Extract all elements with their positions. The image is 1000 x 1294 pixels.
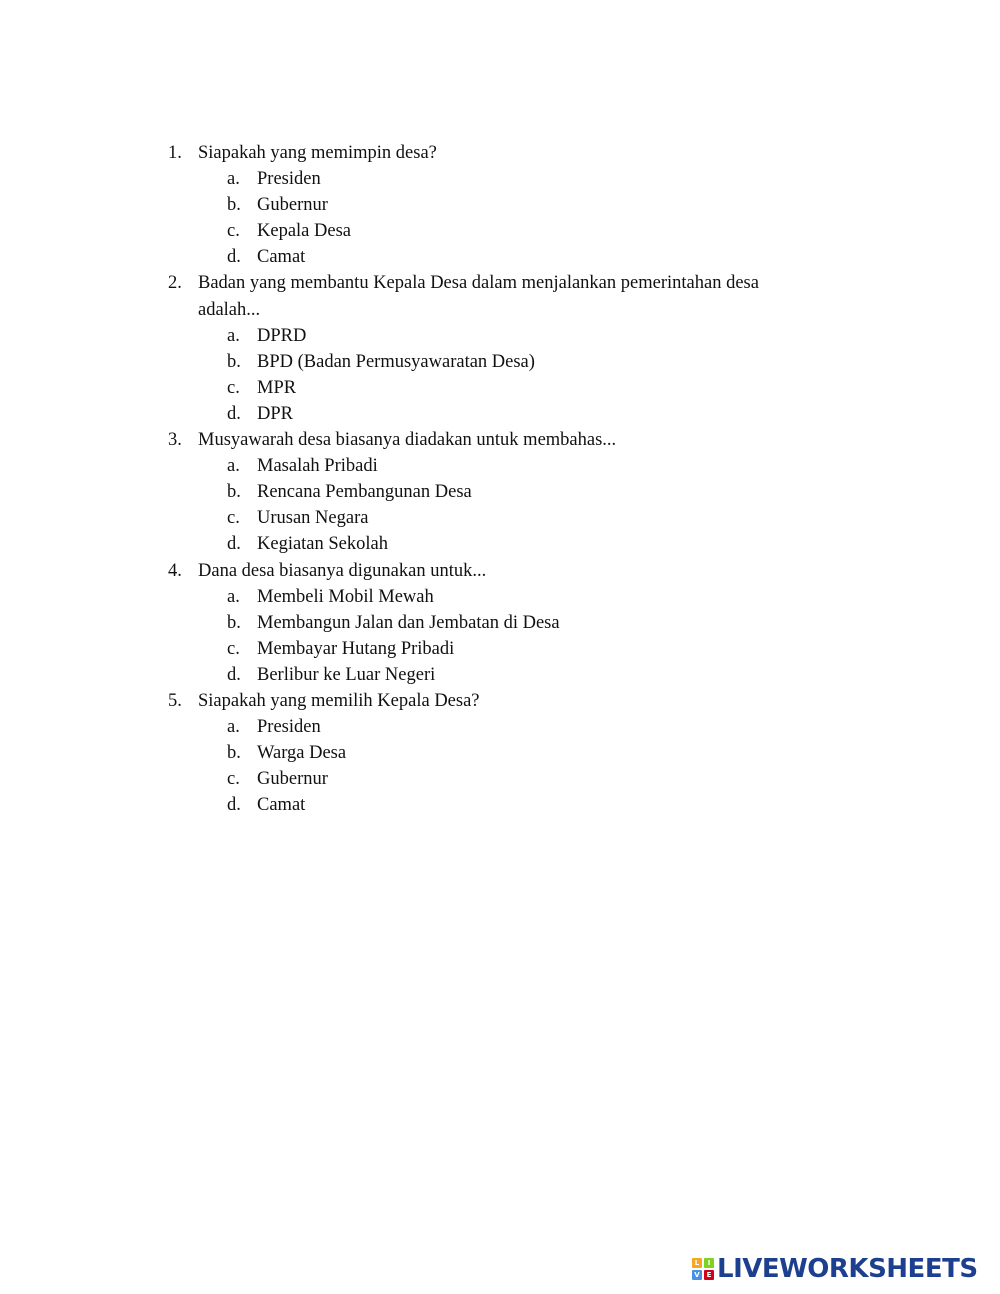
option-letter: a.: [227, 456, 240, 477]
option-letter: c.: [227, 638, 240, 659]
option-letter: a.: [227, 325, 240, 346]
option-list: [168, 453, 808, 557]
option-c: [168, 218, 808, 244]
option-letter: b.: [227, 195, 241, 216]
option-letter: a.: [227, 586, 240, 607]
option-text: Gubernur: [257, 769, 328, 790]
option-letter: c.: [227, 221, 240, 242]
option-list: [168, 714, 808, 818]
option-text: Camat: [257, 247, 306, 268]
option-letter: d.: [227, 795, 241, 816]
liveworksheets-logo: [692, 1255, 978, 1283]
logo-tile-i: I: [704, 1258, 714, 1268]
question-text: Musyawarah desa biasanya diadakan untuk membahas...: [198, 430, 617, 451]
logo-tile-v: V: [692, 1270, 702, 1280]
logo-tile-l: L: [692, 1258, 702, 1268]
question-text: Siapakah yang memimpin desa?: [198, 143, 437, 163]
option-letter: b.: [227, 351, 241, 372]
question-5: [168, 688, 808, 818]
logo-tile-e: E: [704, 1270, 714, 1280]
option-text: BPD (Badan Permusyawaratan Desa): [257, 351, 535, 372]
option-letter: d.: [227, 403, 241, 424]
option-text: Masalah Pribadi: [257, 456, 378, 477]
option-b: [168, 610, 808, 636]
option-text: Warga Desa: [257, 743, 347, 764]
option-a: [168, 166, 808, 192]
option-list: [168, 323, 808, 427]
option-a: [168, 584, 808, 610]
option-text: Rencana Pembangunan Desa: [257, 482, 472, 503]
option-letter: b.: [227, 482, 241, 503]
question-row: [168, 558, 808, 584]
question-number: 1.: [168, 143, 182, 163]
question-text: Badan yang membantu Kepala Desa dalam menjalankan pemerintahan desa adalah...: [198, 273, 759, 320]
option-c: [168, 375, 808, 401]
option-text: Urusan Negara: [257, 508, 369, 529]
option-b: [168, 740, 808, 766]
option-d: [168, 401, 808, 427]
option-letter: b.: [227, 612, 241, 633]
option-text: Camat: [257, 795, 306, 816]
option-text: DPRD: [257, 325, 307, 346]
option-text: MPR: [257, 377, 297, 398]
question-3: [168, 427, 808, 557]
option-letter: a.: [227, 717, 240, 738]
quiz-question-list: [168, 140, 808, 818]
question-row: [168, 688, 808, 714]
option-text: Kegiatan Sekolah: [257, 534, 388, 555]
option-a: [168, 714, 808, 740]
question-1: [168, 140, 808, 270]
option-d: [168, 531, 808, 557]
option-text: Membayar Hutang Pribadi: [257, 638, 455, 659]
option-letter: a.: [227, 169, 240, 190]
option-letter: b.: [227, 743, 241, 764]
option-d: [168, 244, 808, 270]
liveworksheets-logo-icon: [692, 1258, 714, 1280]
option-b: [168, 479, 808, 505]
question-text: Siapakah yang memilih Kepala Desa?: [198, 690, 480, 711]
option-c: [168, 505, 808, 531]
question-number: 3.: [168, 430, 182, 451]
option-c: [168, 636, 808, 662]
option-letter: d.: [227, 664, 241, 685]
question-row: [168, 270, 808, 322]
option-text: Presiden: [257, 169, 321, 190]
option-text: Berlibur ke Luar Negeri: [257, 664, 436, 685]
question-4: [168, 558, 808, 688]
option-text: Presiden: [257, 717, 321, 738]
option-c: [168, 766, 808, 792]
logo-wordmark: LIVEWORKSHEETS: [717, 1254, 978, 1284]
option-letter: c.: [227, 769, 240, 790]
question-number: 4.: [168, 560, 182, 581]
question-row: [168, 427, 808, 453]
option-list: [168, 166, 808, 270]
option-b: [168, 349, 808, 375]
option-d: [168, 662, 808, 688]
option-letter: d.: [227, 534, 241, 555]
option-letter: d.: [227, 247, 241, 268]
question-2: [168, 270, 808, 427]
option-text: Gubernur: [257, 195, 328, 216]
option-text: Membangun Jalan dan Jembatan di Desa: [257, 612, 560, 633]
option-list: [168, 584, 808, 688]
option-text: Kepala Desa: [257, 221, 351, 242]
question-text: Dana desa biasanya digunakan untuk...: [198, 560, 487, 581]
option-a: [168, 453, 808, 479]
option-letter: c.: [227, 377, 240, 398]
option-d: [168, 792, 808, 818]
option-text: Membeli Mobil Mewah: [257, 586, 434, 607]
option-text: DPR: [257, 403, 293, 424]
question-number: 5.: [168, 690, 182, 711]
question-row: [168, 140, 808, 166]
option-letter: c.: [227, 508, 240, 529]
question-number: 2.: [168, 273, 182, 294]
option-b: [168, 192, 808, 218]
option-a: [168, 323, 808, 349]
